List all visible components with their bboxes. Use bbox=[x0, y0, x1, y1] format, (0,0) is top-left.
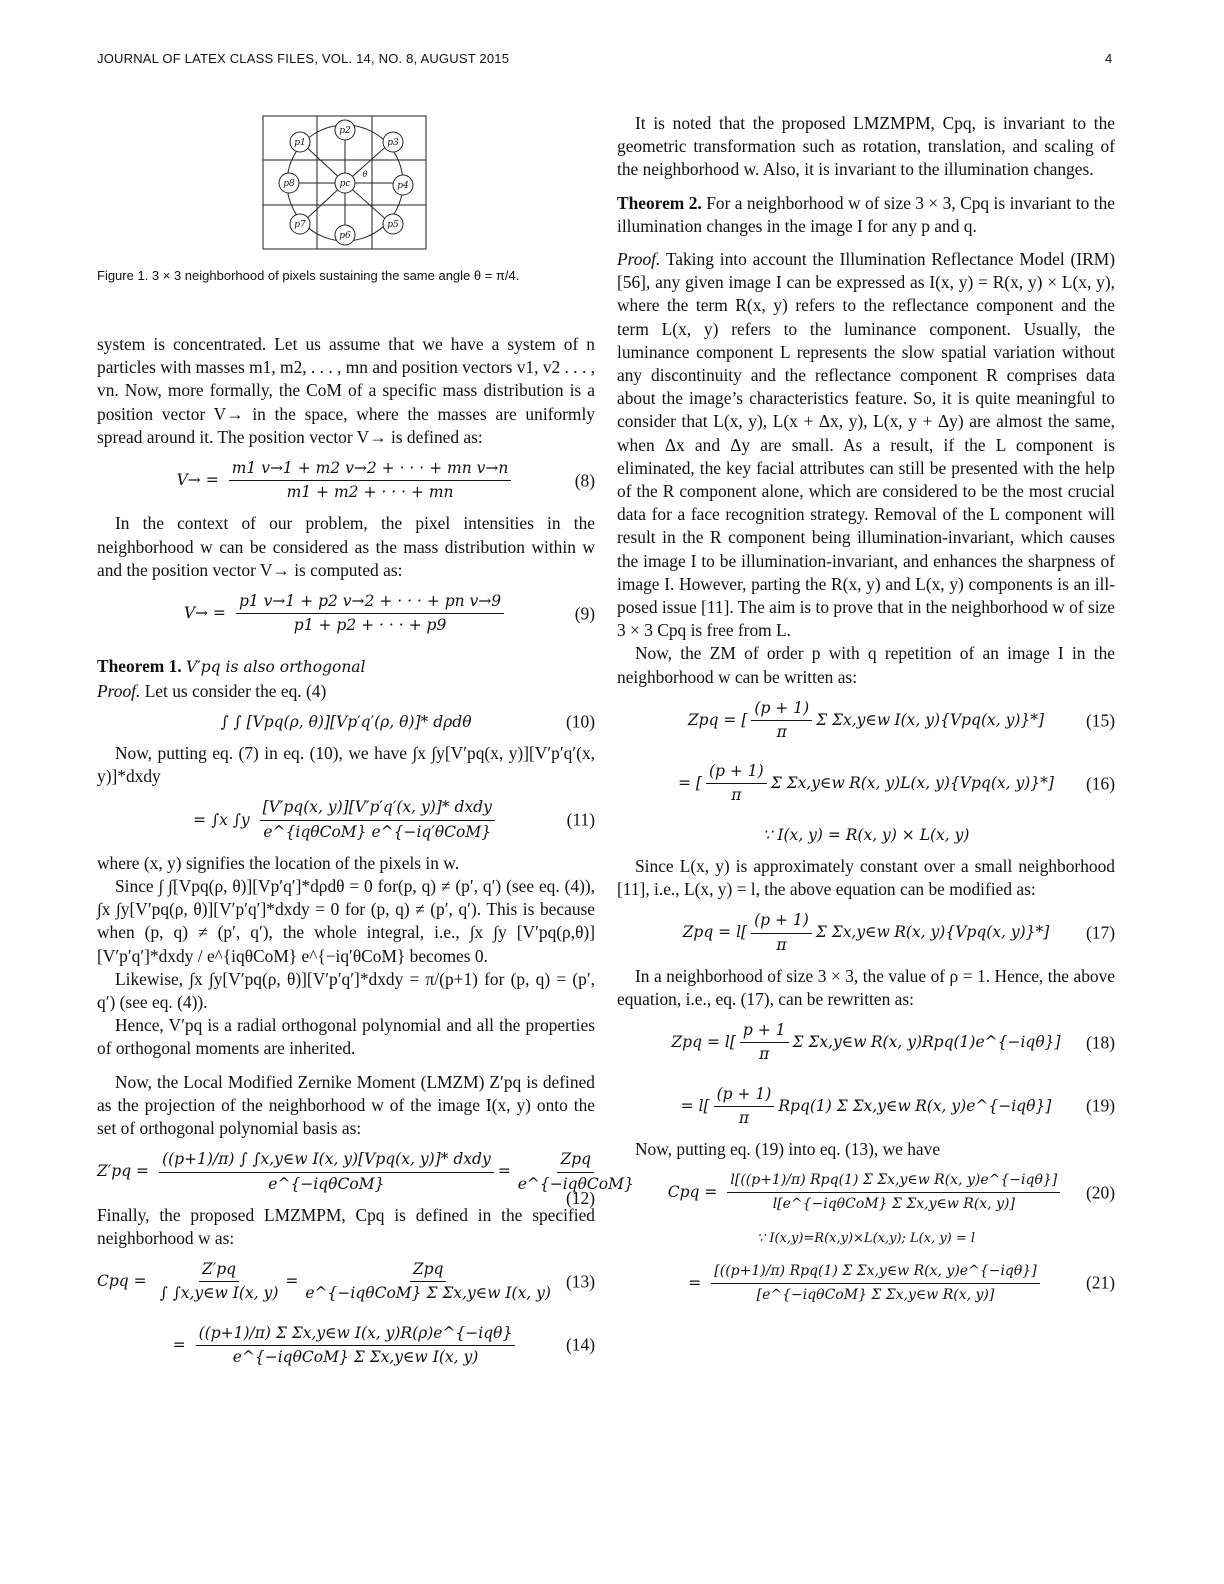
eq17-sum: Σ Σx,y∈w bbox=[815, 923, 890, 942]
equation-20 bbox=[617, 1161, 1115, 1224]
eq20-lhs: Cpq = bbox=[667, 1183, 718, 1202]
eq11-lhs: = ∫x ∫y bbox=[193, 810, 250, 829]
eq10-number: (10) bbox=[566, 711, 595, 732]
eq12-equals: = bbox=[497, 1162, 511, 1181]
label-p8: p8 bbox=[283, 179, 295, 189]
eq10-body: ∫ ∫ [Vpq(ρ, θ)][Vp′q′(ρ, θ)]* dρdθ bbox=[220, 712, 472, 731]
equation-10 bbox=[97, 703, 595, 742]
eq21-numerator: [((p+1)/π) Rpq(1) Σ Σx,y∈w R(x, y)e^{−iqθ}] bbox=[711, 1260, 1039, 1284]
since-line-2 bbox=[617, 1225, 1115, 1252]
eq18-number: (18) bbox=[1086, 1032, 1115, 1053]
equation-11 bbox=[97, 788, 595, 851]
right-column bbox=[617, 112, 1115, 1315]
eq13-numerator-1: Z′pq bbox=[199, 1258, 239, 1282]
since-1-text: ∵ I(x, y) = R(x, y) × L(x, y) bbox=[762, 825, 970, 844]
paragraph: Since L(x, y) is approximately constant over a small neighborhood [11], i.e., L(x, y) = l, the above equation can be modified as: bbox=[617, 855, 1115, 900]
eq13-lhs: Cpq = bbox=[97, 1272, 147, 1291]
running-header: JOURNAL OF LATEX CLASS FILES, VOL. 14, NO. 8, AUGUST 2015 bbox=[97, 51, 510, 66]
eq15-number: (15) bbox=[1086, 709, 1115, 730]
eq8-number: (8) bbox=[574, 470, 595, 491]
eq15-body: I(x, y){Vpq(x, y)}*] bbox=[894, 710, 1045, 729]
eq15-lhs: Zpq = [ bbox=[687, 710, 748, 729]
proof-2 bbox=[617, 248, 1115, 642]
equation-19 bbox=[617, 1075, 1115, 1138]
eq15-frac-num: (p + 1) bbox=[751, 697, 812, 721]
eq11-number: (11) bbox=[566, 809, 595, 830]
eq17-number: (17) bbox=[1086, 922, 1115, 943]
eq13-number: (13) bbox=[566, 1271, 595, 1292]
page-number: 4 bbox=[1105, 51, 1113, 66]
eq18-sum: Σ Σx,y∈w bbox=[792, 1033, 867, 1052]
paragraph: system is concentrated. Let us assume that we have a system of n particles with masses m1, m2, . . . , mn and position vectors v1, v2 . . . , vn. Now, more formally, the CoM of a specific mass distribution is a position vector V→ in the space, where the masses are uniformly spread around it. The position vector V→ is defined as: bbox=[97, 334, 595, 447]
eq11-denominator: e^{iqθCoM} e^{−iq′θCoM} bbox=[263, 822, 492, 841]
equation-13 bbox=[97, 1250, 595, 1313]
eq21-denominator: [e^{−iqθCoM} Σ Σx,y∈w R(x, y)] bbox=[756, 1286, 995, 1303]
left-column bbox=[97, 333, 634, 1377]
eq20-number: (20) bbox=[1086, 1182, 1115, 1203]
eq20-numerator: l[((p+1)/π) Rpq(1) Σ Σx,y∈w R(x, y)e^{−iqθ}] bbox=[727, 1169, 1060, 1193]
theorem-2-text: For a neighborhood w of size 3 × 3, Cpq is invariant to the illumination changes in the image I for any p and q. bbox=[617, 192, 1116, 236]
eq8-denominator: m1 + m2 + · · · + mn bbox=[286, 483, 454, 502]
label-p1: p1 bbox=[294, 138, 306, 148]
eq12-number: (12) bbox=[566, 1187, 595, 1208]
equation-14 bbox=[97, 1314, 595, 1377]
eq9-denominator: p1 + p2 + · · · + p9 bbox=[293, 616, 447, 635]
eq14-number: (14) bbox=[566, 1334, 595, 1355]
eq13-denominator-2: e^{−iqθCoM} Σ Σx,y∈w I(x, y) bbox=[305, 1284, 551, 1303]
neighborhood-figure bbox=[262, 115, 428, 251]
equation-12 bbox=[97, 1140, 634, 1208]
paragraph: Now, putting eq. (19) into eq. (13), we have bbox=[635, 1138, 941, 1159]
paragraph: In the context of our problem, the pixel intensities in the neighborhood w can be considered as the mass distribution within w and the position vector V→ is computed as: bbox=[97, 513, 595, 580]
eq19-body: R(x, y)e^{−iqθ}] bbox=[915, 1096, 1052, 1115]
eq17-lhs: Zpq = l[ bbox=[682, 923, 748, 942]
eq12-denominator-2: e^{−iqθCoM} bbox=[517, 1174, 634, 1193]
equation-18 bbox=[617, 1011, 1115, 1074]
theorem-2-label: Theorem 2. bbox=[617, 192, 702, 213]
equation-16 bbox=[617, 752, 1115, 815]
eq19-number: (19) bbox=[1086, 1095, 1115, 1116]
eq14-lhs: = bbox=[172, 1335, 186, 1354]
figure-caption: Figure 1. 3 × 3 neighborhood of pixels sustaining the same angle θ = π/4. bbox=[97, 268, 520, 283]
eq15-frac-den: π bbox=[776, 723, 787, 742]
equation-15 bbox=[617, 689, 1115, 752]
eq21-number: (21) bbox=[1086, 1272, 1115, 1293]
label-p4: p4 bbox=[397, 181, 409, 191]
proof-text: Taking into account the Illumination Reflectance Model (IRM) [56], any given image I can be expressed as I(x, y) = R(x, y) × L(x, y), where the term R(x, y) refers to the reflectance component and the term L(x, y) refers to the luminance component. Usually, the luminance component L represents the slow spatial variation without any discontinuity and the reflectance component R comprises data about the image’s characteristics feature. So, it is quite meaningful to consider that L(x, y), L(x + Δx, y), L(x, y + Δy) are almost the same, when Δx and Δy are small. As a result, if the L component is eliminated, the key facial attributes can still be presented with the help of the R component alone, which are considered to be the most crucial data for a face recognition strategy. Removal of the L component will result in the R component being illumination-invariant, which causes the image I to be illumination-invariant, and enhances the sharpness of image I. However, parting the R(x, y) and L(x, y) components is an ill-posed issue [11]. The aim is to prove that in the neighborhood w of size 3 × 3 Cpq is free from L. bbox=[617, 249, 1115, 641]
paragraph: Hence, V′pq is a radial orthogonal polynomial and all the properties of orthogonal moments are inherited. bbox=[97, 1015, 595, 1059]
eq20-denominator: l[e^{−iqθCoM} Σ Σx,y∈w R(x, y)] bbox=[772, 1196, 1015, 1213]
eq17-frac-den: π bbox=[776, 935, 787, 954]
eq9-number: (9) bbox=[574, 603, 595, 624]
eq16-lhs: = [ bbox=[678, 774, 702, 793]
paragraph: Now, putting eq. (7) in eq. (10), we have ∫x ∫y[V′pq(x, y)][V′p′q′(x, y)]*dxdy bbox=[97, 743, 595, 787]
proof-label: Proof. bbox=[617, 249, 661, 270]
eq8-numerator: m1 v→1 + m2 v→2 + · · · + mn v→n bbox=[229, 457, 512, 481]
eq21-lhs: = bbox=[688, 1273, 702, 1292]
proof-text: Let us consider the eq. (4) bbox=[144, 680, 327, 701]
eq13-numerator-2: Zpq bbox=[410, 1258, 447, 1282]
eq19-lhs: = l[ bbox=[680, 1096, 710, 1115]
eq19-frac-den: π bbox=[738, 1108, 750, 1127]
eq17-body: R(x, y){Vpq(x, y)}*] bbox=[894, 923, 1050, 942]
label-theta: θ bbox=[362, 170, 368, 179]
eq19-sum: Rpq(1) Σ Σx,y∈w bbox=[778, 1096, 911, 1115]
paragraph: Likewise, ∫x ∫y[V′pq(ρ, θ)][V′p′q′]*dxdy = π/(p+1) for (p, q) = (p′, q′) (see eq. (4)). bbox=[97, 968, 595, 1013]
equation-8 bbox=[97, 449, 595, 512]
eq11-numerator: [V′pq(x, y)][V′p′q′(x, y)]* dxdy bbox=[260, 796, 495, 820]
eq18-lhs: Zpq = l[ bbox=[671, 1033, 736, 1052]
theorem-1 bbox=[97, 655, 595, 679]
eq9-lhs: V→ = bbox=[183, 604, 226, 623]
paragraph: Now, the Local Modified Zernike Moment (LMZM) Z′pq is defined as the projection of the neighborhood w of the image I(x, y) onto the set of orthogonal polynomial basis as: bbox=[97, 1071, 595, 1139]
eq16-frac-num: (p + 1) bbox=[706, 760, 767, 784]
label-p7: p7 bbox=[294, 220, 306, 230]
equation-21 bbox=[617, 1252, 1115, 1315]
theorem-2 bbox=[617, 192, 1115, 238]
eq17-frac-num: (p + 1) bbox=[751, 909, 812, 933]
eq14-numerator: ((p+1)/π) Σ Σx,y∈w I(x, y)R(ρ)e^{−iqθ} bbox=[196, 1322, 516, 1346]
eq12-lhs: Z′pq = bbox=[97, 1162, 150, 1181]
proof-label: Proof. bbox=[97, 680, 141, 701]
theorem-1-text: V′pq is also orthogonal bbox=[186, 658, 366, 677]
eq12-numerator-1: ((p+1)/π) ∫ ∫x,y∈w I(x, y)[Vpq(x, y)]* dxdy bbox=[159, 1148, 494, 1172]
eq16-body: R(x, y)L(x, y){Vpq(x, y)}*] bbox=[849, 774, 1054, 793]
equation-9 bbox=[97, 582, 595, 645]
paragraph: Since ∫ ∫[Vpq(ρ, θ)][Vp′q′]*dρdθ = 0 for(p, q) ≠ (p′, q′) (see eq. (4)), ∫x ∫y[V′pq(ρ, θ)][V′p′q′]*dxdy = 0 for (p, q) ≠ (p′, q′). This is because when (p, q) ≠ (p′, q′), the whole integral, i.e., ∫x ∫y [V′pq(ρ,θ)][V′p′q′]*dxdy / e^{iqθCoM} e^{−iq′θCoM} becomes 0. bbox=[97, 876, 595, 966]
eq18-frac-den: π bbox=[759, 1045, 770, 1064]
since-line-1 bbox=[617, 816, 1115, 855]
paragraph: Now, the ZM of order p with q repetition of an image I in the neighborhood w can be written as: bbox=[617, 643, 1115, 687]
eq16-number: (16) bbox=[1086, 773, 1115, 794]
paragraph: It is noted that the proposed LMZMPM, Cpq, is invariant to the geometric transformation such as rotation, translation, and scaling of the neighborhood w. Also, it is invariant to the illumination changes. bbox=[617, 113, 1115, 180]
eq14-denominator: e^{−iqθCoM} Σ Σx,y∈w I(x, y) bbox=[232, 1347, 479, 1366]
label-pc: pc bbox=[339, 179, 351, 189]
eq9-numerator: p1 v→1 + p2 v→2 + · · · + pn v→9 bbox=[236, 590, 504, 614]
eq16-frac-den: π bbox=[731, 786, 742, 805]
eq13-denominator-1: ∫ ∫x,y∈w I(x, y) bbox=[159, 1284, 279, 1303]
label-p6: p6 bbox=[339, 231, 351, 241]
label-p5: p5 bbox=[387, 220, 399, 230]
eq18-body: R(x, y)Rpq(1)e^{−iqθ}] bbox=[870, 1033, 1061, 1052]
proof-1 bbox=[97, 680, 595, 703]
eq19-frac-num: (p + 1) bbox=[714, 1083, 775, 1107]
equation-17 bbox=[617, 901, 1115, 964]
eq8-lhs: V→ = bbox=[176, 471, 219, 490]
eq12-numerator-2: Zpq bbox=[557, 1148, 594, 1172]
paragraph: where (x, y) signifies the location of the pixels in w. bbox=[97, 852, 460, 873]
eq15-sum: Σ Σx,y∈w bbox=[816, 710, 891, 729]
eq13-equals: = bbox=[285, 1272, 299, 1291]
paragraph: In a neighborhood of size 3 × 3, the value of ρ = 1. Hence, the above equation, i.e., eq. (17), can be rewritten as: bbox=[617, 965, 1115, 1009]
label-p3: p3 bbox=[387, 138, 399, 148]
eq16-sum: Σ Σx,y∈w bbox=[770, 774, 845, 793]
since-2-text: ∵ I(x,y)=R(x,y)×L(x,y); L(x, y) = l bbox=[756, 1230, 976, 1246]
eq12-denominator-1: e^{−iqθCoM} bbox=[268, 1174, 385, 1193]
paragraph: Finally, the proposed LMZMPM, Cpq is defined in the specified neighborhood w as: bbox=[97, 1204, 595, 1248]
label-p2: p2 bbox=[339, 126, 351, 136]
theorem-1-label: Theorem 1. bbox=[97, 656, 182, 677]
eq18-frac-num: p + 1 bbox=[740, 1019, 789, 1043]
